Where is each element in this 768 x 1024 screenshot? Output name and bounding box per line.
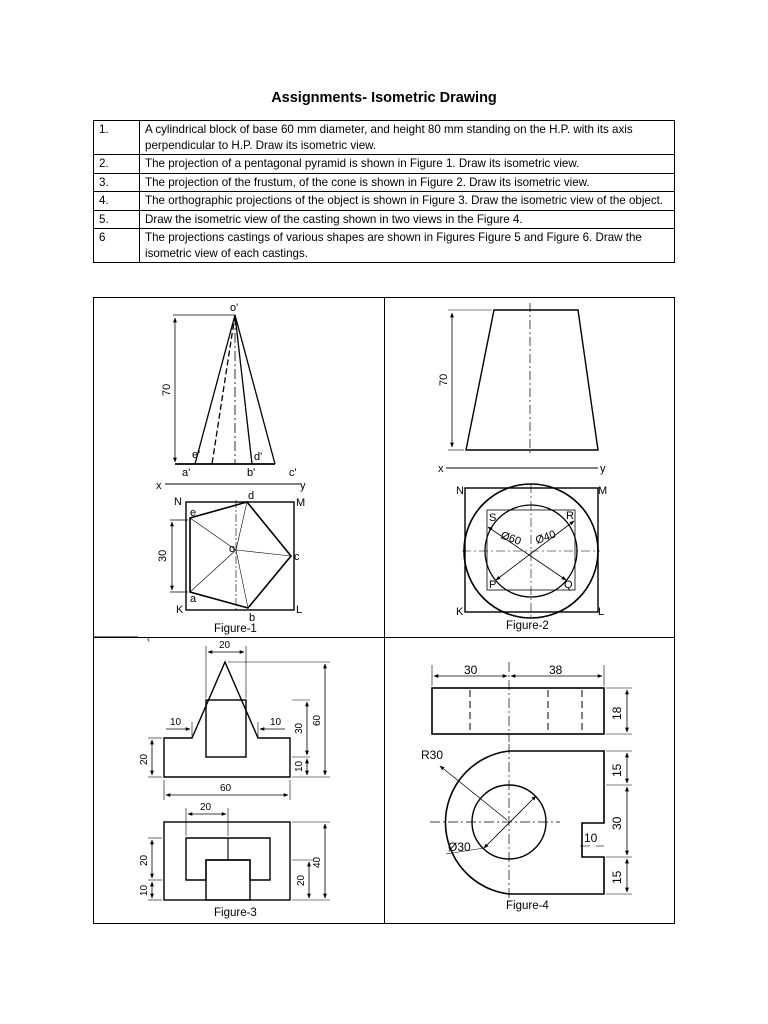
label-R: R <box>566 510 574 522</box>
dim-10-slot: 10 <box>584 831 598 845</box>
label-Q: Q <box>564 579 573 591</box>
dim-38-top: 38 <box>549 663 563 677</box>
figure-4-drawing <box>430 662 632 902</box>
dim-70: 70 <box>438 373 450 386</box>
task-text: The projections castings of various shapes are shown in Figures Figure 5 and Figure 6. Draw the isometric view of each castings. <box>140 229 675 263</box>
dim-70: 70 <box>161 383 173 396</box>
label-d: d <box>248 490 255 502</box>
dim-15-upper: 15 <box>610 763 624 777</box>
task-text: The projection of a pentagonal pyramid is shown in Figure 1. Draw its isometric view. <box>140 155 675 174</box>
dim-15-lower: 15 <box>610 870 624 884</box>
label-S: S <box>489 512 497 524</box>
figure-3-caption: Figure-3 <box>214 907 257 919</box>
dim-dia40: Ø40 <box>533 528 558 547</box>
dim-40-plan-right: 40 <box>312 856 323 868</box>
label-M: M <box>296 497 306 509</box>
task-text: Draw the isometric view of the casting shown in two views in the Figure 4. <box>140 210 675 229</box>
dim-30-top: 30 <box>464 663 478 677</box>
label-P: P <box>489 579 497 591</box>
task-number: 3. <box>94 173 140 192</box>
label-b-prime: b' <box>247 467 256 479</box>
task-number: 5. <box>94 210 140 229</box>
dim-10-plan-left: 10 <box>139 884 150 896</box>
label-M: M <box>598 485 608 497</box>
label-c-prime: c' <box>289 467 297 479</box>
page-title: Assignments- Isometric Drawing <box>271 90 497 106</box>
task-number: 1. <box>94 121 140 155</box>
dim-dia30: Ø30 <box>448 840 471 854</box>
task-number: 4. <box>94 192 140 211</box>
label-K: K <box>456 606 464 618</box>
figure-1-labels <box>156 302 306 624</box>
figure-3-drawing <box>148 646 330 900</box>
dim-60-vertical: 60 <box>312 714 323 726</box>
dim-20-plan-right: 20 <box>296 874 307 886</box>
label-e-prime: e' <box>192 449 201 461</box>
figure-2-caption: Figure-2 <box>506 620 549 632</box>
figure-4-labels <box>421 663 624 884</box>
figure-4-caption: Figure-4 <box>506 900 549 912</box>
page-fragment: ‹ <box>147 634 150 644</box>
label-b: b <box>249 612 256 624</box>
dim-10-vertical: 10 <box>294 760 305 772</box>
label-N: N <box>456 485 464 497</box>
figure-2-drawing <box>446 303 600 618</box>
label-d-prime: d' <box>254 451 263 463</box>
label-e: e <box>190 507 197 519</box>
dim-10-right: 10 <box>270 717 282 728</box>
dim-r30: R30 <box>421 748 444 762</box>
dim-60-horizontal: 60 <box>220 783 232 794</box>
label-y: y <box>300 480 306 492</box>
figure-1-caption: Figure-1 <box>214 623 257 635</box>
task-text: The projection of the frustum, of the cone is shown in Figure 2. Draw its isometric view. <box>140 173 675 192</box>
task-number: 6 <box>94 229 140 263</box>
label-L: L <box>598 606 605 618</box>
dim-30: 30 <box>294 722 305 734</box>
task-number: 2. <box>94 155 140 174</box>
dim-20-plan: 20 <box>200 802 212 813</box>
label-N: N <box>174 496 182 508</box>
figure-2-labels <box>438 374 607 618</box>
figure-1-drawing <box>165 315 300 612</box>
dim-10-left: 10 <box>170 717 182 728</box>
label-K: K <box>176 604 184 616</box>
label-c: c <box>294 551 300 563</box>
task-text: The orthographic projections of the object is shown in Figure 3. Draw the isometric view of the object. <box>140 192 675 211</box>
dim-18: 18 <box>610 706 624 720</box>
dim-20-plan-left: 20 <box>139 854 150 866</box>
figure-3-labels <box>139 640 323 896</box>
label-x: x <box>156 480 162 492</box>
task-text: A cylindrical block of base 60 mm diameter, and height 80 mm standing on the H.P. with its axis perpendicular to H.P. Draw its isometric view. <box>140 121 675 155</box>
label-L: L <box>296 604 303 616</box>
label-o: o <box>229 543 236 555</box>
dim-30-vertical: 30 <box>610 816 624 830</box>
dim-20-vertical: 20 <box>139 753 150 765</box>
label-o-prime: o' <box>230 302 239 314</box>
dim-20-top: 20 <box>219 640 231 651</box>
dim-30: 30 <box>157 549 169 562</box>
label-x: x <box>438 463 444 475</box>
label-y: y <box>600 463 606 475</box>
dim-dia60: Ø60 <box>498 529 523 548</box>
label-a-prime: a' <box>182 467 191 479</box>
label-a: a <box>190 593 197 605</box>
